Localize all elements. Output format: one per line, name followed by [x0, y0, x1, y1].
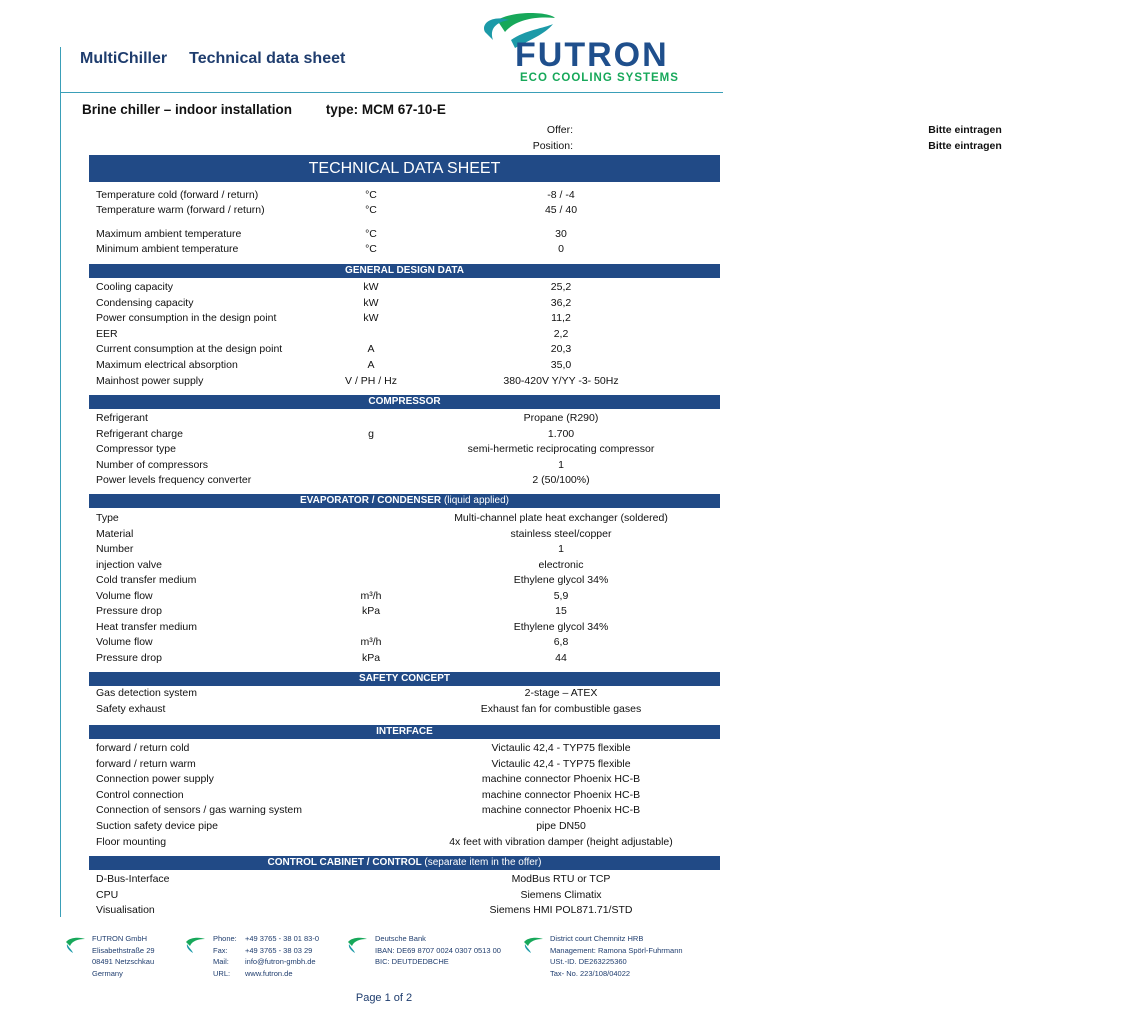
row-value: machine connector Phoenix HC-B	[481, 804, 641, 816]
management: Management: Ramona Spörl-Fuhrmann	[550, 945, 683, 955]
section-header-compressor	[89, 395, 720, 409]
section-header-safety	[89, 672, 720, 686]
product-name: MultiChiller	[80, 50, 168, 67]
row-unit: °C	[365, 189, 377, 201]
table-row	[96, 427, 720, 442]
section-note: (liquid applied)	[443, 495, 509, 506]
section-title: GENERAL DESIGN DATA	[345, 265, 464, 276]
product-type: type: MCM 67-10-E	[325, 102, 446, 117]
row-label: forward / return cold	[96, 742, 190, 754]
row-label: Pressure drop	[96, 605, 162, 617]
table-row	[96, 620, 720, 635]
row-label: Pressure drop	[96, 652, 162, 664]
header-divider	[60, 92, 723, 93]
row-label: Power levels frequency converter	[96, 474, 252, 486]
row-value: 36,2	[550, 297, 572, 309]
table-row	[96, 604, 720, 619]
section-title: COMPRESSOR	[368, 396, 441, 407]
row-value: 2 (50/100%)	[532, 474, 590, 486]
table-row	[96, 903, 720, 918]
left-accent-line	[60, 47, 61, 917]
row-value: machine connector Phoenix HC-B	[481, 773, 641, 785]
section-header-general	[89, 264, 720, 278]
row-value: 45 / 40	[544, 204, 578, 216]
row-value: machine connector Phoenix HC-B	[481, 789, 641, 801]
section-title: EVAPORATOR / CONDENSER	[300, 495, 442, 506]
page-number: Page 1 of 2	[355, 992, 413, 1004]
row-value: -8 / -4	[547, 189, 575, 201]
row-label: EER	[96, 328, 118, 340]
table-row	[96, 311, 720, 326]
row-label: Temperature warm (forward / return)	[96, 204, 265, 216]
table-row	[96, 458, 720, 473]
row-label: Safety exhaust	[96, 703, 166, 715]
court-register: District court Chemnitz HRB	[550, 934, 644, 943]
logo-wordmark: FUTRON	[515, 36, 669, 74]
table-row	[96, 374, 720, 389]
table-row	[96, 511, 720, 526]
table-row	[96, 558, 720, 573]
row-label: Maximum ambient temperature	[96, 228, 242, 240]
offer-label: Offer:	[546, 124, 573, 136]
row-label: forward / return warm	[96, 758, 196, 770]
phone-label: Phone:	[213, 934, 237, 943]
row-value: 44	[555, 652, 567, 664]
row-label: Suction safety device pipe	[96, 820, 218, 832]
document-title: Technical data sheet	[189, 50, 346, 67]
table-row	[96, 757, 720, 772]
row-label: Condensing capacity	[96, 297, 194, 309]
row-value: 20,3	[550, 343, 572, 355]
row-value: Ethylene glycol 34%	[513, 621, 609, 633]
url-label: URL:	[213, 968, 231, 978]
row-value: Victaulic 42,4 - TYP75 flexible	[491, 758, 631, 770]
footer-contact	[213, 933, 319, 979]
offer-value: Bitte eintragen	[928, 124, 1002, 136]
website-link[interactable]: www.futron.de	[245, 968, 293, 978]
footer-country: Germany	[92, 968, 123, 978]
row-label: Number of compressors	[96, 459, 209, 471]
offer-block	[500, 122, 1002, 154]
table-row	[96, 242, 720, 257]
section-header-control	[89, 856, 720, 870]
row-unit: kW	[363, 312, 379, 324]
row-value: 2,2	[553, 328, 569, 340]
phone-value[interactable]: +49 3765 - 38 01 83-0	[245, 934, 320, 943]
table-row	[96, 788, 720, 803]
table-row	[96, 188, 720, 203]
futron-swoosh-icon	[184, 936, 206, 954]
footer-city: 08491 Netzschkau	[92, 957, 155, 966]
row-label: Refrigerant	[96, 412, 148, 424]
row-label: Temperature cold (forward / return)	[96, 189, 259, 201]
table-row	[96, 227, 720, 242]
row-value: 4x feet with vibration damper (height adjustable)	[449, 836, 673, 848]
row-value: Victaulic 42,4 - TYP75 flexible	[491, 742, 631, 754]
row-label: Maximum electrical absorption	[96, 359, 238, 371]
table-row	[96, 803, 720, 818]
row-label: Connection of sensors / gas warning system	[96, 804, 303, 816]
table-row	[96, 772, 720, 787]
row-label: Control connection	[96, 789, 184, 801]
table-row	[96, 835, 720, 850]
futron-swoosh-icon	[346, 936, 368, 954]
row-value: Multi-channel plate heat exchanger (soldered)	[454, 512, 668, 524]
row-label: Floor mounting	[96, 836, 167, 848]
row-value: 380-420V Y/YY -3- 50Hz	[503, 375, 619, 387]
product-description: Brine chiller – indoor installation	[82, 102, 293, 117]
row-label: Minimum ambient temperature	[96, 243, 239, 255]
row-unit: A	[367, 359, 375, 371]
vat-id: USt.-ID. DE263225360	[550, 957, 627, 966]
row-label: Gas detection system	[96, 687, 197, 699]
row-value: stainless steel/copper	[510, 528, 612, 540]
row-unit: kW	[363, 281, 379, 293]
row-unit: kPa	[361, 605, 381, 617]
table-row	[96, 203, 720, 218]
row-unit: m³/h	[360, 590, 382, 602]
row-unit: g	[368, 428, 374, 440]
section-header-interface	[89, 725, 720, 739]
logo-tagline: ECO COOLING SYSTEMS	[520, 72, 679, 84]
position-row	[500, 138, 1124, 154]
row-label: Refrigerant charge	[96, 428, 183, 440]
row-value: 30	[555, 228, 567, 240]
row-value: Siemens Climatix	[520, 889, 602, 901]
row-unit: °C	[365, 243, 377, 255]
row-value: pipe DN50	[536, 820, 586, 832]
mail-label: Mail:	[213, 957, 229, 966]
row-value: 11,2	[551, 312, 571, 324]
table-row	[96, 702, 720, 717]
row-value: 0	[558, 243, 564, 255]
table-row	[96, 473, 720, 488]
row-label: Connection power supply	[96, 773, 214, 785]
fax-value: +49 3765 - 38 03 29	[245, 945, 313, 955]
row-label: Cooling capacity	[96, 281, 174, 293]
table-row	[96, 542, 720, 557]
row-value: 15	[555, 605, 567, 617]
footer-company	[92, 933, 155, 979]
table-row	[96, 635, 720, 650]
section-title: CONTROL CABINET / CONTROL	[267, 857, 422, 868]
position-value: Bitte eintragen	[928, 140, 1002, 152]
table-row	[96, 442, 720, 457]
row-label: Heat transfer medium	[96, 621, 197, 633]
row-label: Material	[96, 528, 134, 540]
table-row	[96, 888, 720, 903]
table-row	[96, 589, 720, 604]
row-value: Exhaust fan for combustible gases	[480, 703, 642, 715]
table-row	[96, 327, 720, 342]
row-value: semi-hermetic reciprocating compressor	[467, 443, 655, 455]
table-row	[96, 342, 720, 357]
table-row	[96, 819, 720, 834]
footer-company-name: FUTRON GmbH	[92, 934, 147, 943]
row-value: 6,8	[553, 636, 569, 648]
footer-bank	[375, 933, 501, 968]
section-note: (separate item in the offer)	[424, 857, 542, 868]
row-value: 25,2	[550, 281, 572, 293]
row-label: Visualisation	[96, 904, 155, 916]
offer-row	[500, 122, 1124, 138]
section-header-evaporator	[89, 494, 720, 508]
table-row	[96, 872, 720, 887]
row-label: Compressor type	[96, 443, 176, 455]
table-row	[96, 573, 720, 588]
row-value: electronic	[538, 559, 584, 571]
row-unit: m³/h	[360, 636, 382, 648]
bank-name: Deutsche Bank	[375, 934, 426, 943]
table-row	[96, 741, 720, 756]
row-unit: kPa	[361, 652, 381, 664]
table-row	[96, 686, 720, 701]
row-label: Mainhost power supply	[96, 375, 204, 387]
row-value: 1	[558, 459, 564, 471]
row-unit: V / PH / Hz	[345, 375, 397, 387]
table-row	[96, 296, 720, 311]
row-unit: °C	[365, 204, 377, 216]
row-label: Current consumption at the design point	[96, 343, 283, 355]
futron-swoosh-icon	[522, 936, 544, 954]
row-label: Power consumption in the design point	[96, 312, 277, 324]
futron-logo	[475, 10, 725, 88]
row-value: 1	[558, 543, 564, 555]
row-value: Propane (R290)	[523, 412, 599, 424]
bank-bic: BIC: DEUTDEDBCHE	[375, 957, 449, 966]
footer-legal	[550, 933, 683, 979]
row-label: Volume flow	[96, 636, 153, 648]
row-label: Cold transfer medium	[96, 574, 197, 586]
mail-link[interactable]: info@futron-gmbh.de	[245, 957, 316, 966]
table-row	[96, 358, 720, 373]
row-value: 35,0	[550, 359, 572, 371]
row-value: 1.700	[547, 428, 575, 440]
row-label: Volume flow	[96, 590, 153, 602]
row-label: D-Bus-Interface	[96, 873, 170, 885]
row-unit: kW	[363, 297, 379, 309]
row-value: 2-stage – ATEX	[524, 687, 598, 699]
bank-iban: IBAN: DE69 8707 0024 0307 0513 00	[375, 945, 501, 955]
row-value: Siemens HMI POL871.71/STD	[489, 904, 633, 916]
row-label: Type	[96, 512, 119, 524]
row-label: CPU	[96, 889, 119, 901]
table-row	[96, 527, 720, 542]
row-label: injection valve	[96, 559, 162, 571]
row-unit: °C	[365, 228, 377, 240]
table-row	[96, 280, 720, 295]
tax-number: Tax- No. 223/108/04022	[550, 968, 631, 978]
fax-label: Fax:	[213, 945, 228, 955]
row-label: Number	[96, 543, 134, 555]
table-row	[96, 651, 720, 666]
footer-street: Elisabethstraße 29	[92, 945, 155, 955]
row-unit: A	[367, 343, 375, 355]
section-title: INTERFACE	[376, 726, 433, 737]
row-value: ModBus RTU or TCP	[511, 873, 611, 885]
position-label: Position:	[532, 140, 573, 152]
row-value: Ethylene glycol 34%	[513, 574, 609, 586]
main-title-bar: TECHNICAL DATA SHEET	[89, 155, 720, 182]
section-title: SAFETY CONCEPT	[359, 673, 450, 684]
table-row	[96, 411, 720, 426]
futron-swoosh-icon	[64, 936, 86, 954]
row-value: 5,9	[553, 590, 569, 602]
product-subtitle	[82, 102, 446, 117]
page-header-title	[80, 50, 367, 68]
